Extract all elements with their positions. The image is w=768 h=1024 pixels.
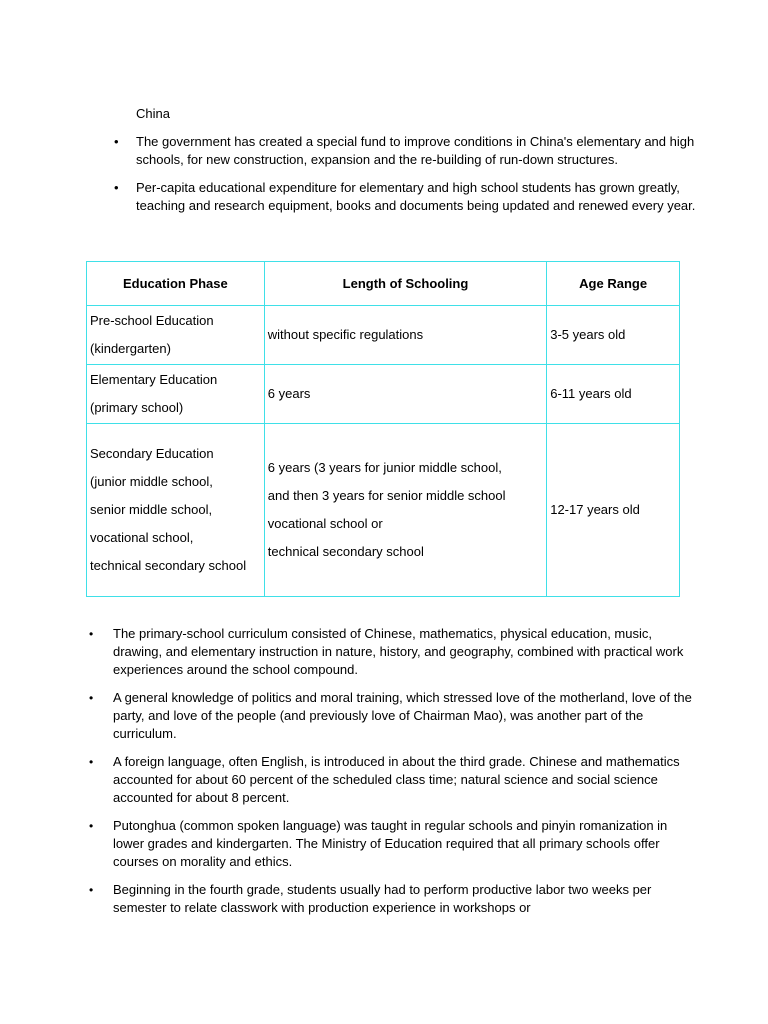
header-length-of-schooling: Length of Schooling	[264, 262, 546, 306]
phase-cell	[87, 306, 265, 365]
cell-line: technical secondary school	[90, 558, 247, 573]
bullet-text: A general knowledge of politics and moral training, which stressed love of the motherland, love of the party, and love of the people (and previously love of Chairman Mao), was another part of the curriculum.	[113, 690, 692, 741]
list-item	[89, 625, 693, 679]
education-table	[86, 261, 680, 597]
cell-line: and then 3 years for senior middle school	[267, 488, 506, 503]
bullet-icon: •	[89, 819, 94, 833]
list-item	[89, 817, 693, 871]
bullet-icon: •	[114, 180, 119, 195]
bullet-icon: •	[89, 883, 94, 897]
length-cell	[264, 306, 546, 365]
phase-cell	[87, 424, 265, 597]
bullet-text: A foreign language, often English, is introduced in about the third grade. Chinese and mathematics accounted for about 60 percent of the scheduled class time; natural science and social science accounted for about 8 percent.	[113, 754, 680, 805]
bullet-text: Beginning in the fourth grade, students usually had to perform productive labor two weeks per semester to relate classwork with production experience in workshops or	[113, 882, 652, 915]
bullet-icon: •	[89, 755, 94, 769]
list-item	[89, 689, 693, 743]
bullet-text: The primary-school curriculum consisted of Chinese, mathematics, physical education, music, drawing, and elementary instruction in nature, history, and geography, combined with practical work experiences around the school compound.	[113, 626, 684, 677]
phase-cell	[87, 365, 265, 424]
cell-line: (primary school)	[90, 400, 184, 415]
table-row	[87, 424, 680, 597]
length-cell	[264, 424, 546, 597]
cell-line: technical secondary school	[267, 544, 424, 559]
cell-line: 3-5 years old	[550, 327, 626, 342]
cell-line: 6 years (3 years for junior middle school,	[267, 460, 502, 475]
table-header-row	[87, 262, 680, 306]
bullet-text: The government has created a special fund to improve conditions in China's elementary and high schools, for new construction, expansion and the re-building of run-down structures.	[136, 134, 695, 167]
cell-line: (kindergarten)	[90, 341, 171, 356]
bullet-text: Putonghua (common spoken language) was taught in regular schools and pinyin romanization in lower grades and kindergarten. The Ministry of Education required that all primary schools offer courses on morality and ethics.	[113, 818, 668, 869]
list-item	[89, 753, 693, 807]
cell-line: vocational school,	[90, 530, 194, 545]
cell-line: 6 years	[267, 386, 311, 401]
continuation-text: China	[136, 106, 170, 121]
cell-line: (junior middle school,	[90, 474, 213, 489]
age-cell	[547, 365, 680, 424]
cell-line: Pre-school Education	[90, 313, 214, 328]
cell-line: Secondary Education	[90, 446, 214, 461]
header-education-phase: Education Phase	[87, 262, 265, 306]
bullet-text: Per-capita educational expenditure for elementary and high school students has grown greatly, teaching and research equipment, books and documents being updated and renewed every year.	[136, 180, 696, 213]
cell-line: without specific regulations	[267, 327, 424, 342]
list-item	[114, 179, 696, 215]
age-cell	[547, 424, 680, 597]
age-cell	[547, 306, 680, 365]
bullet-icon: •	[89, 691, 94, 705]
length-cell	[264, 365, 546, 424]
list-item	[89, 881, 693, 917]
cell-line: Elementary Education	[90, 372, 218, 387]
cell-line: senior middle school,	[90, 502, 213, 517]
table-row	[87, 365, 680, 424]
bullet-icon: •	[114, 134, 119, 149]
header-age-range: Age Range	[547, 262, 680, 306]
cell-line: 12-17 years old	[550, 502, 640, 517]
bottom-bullet-list	[89, 625, 693, 927]
list-item	[114, 133, 696, 169]
bullet-icon: •	[89, 627, 94, 641]
cell-line: 6-11 years old	[550, 386, 632, 401]
table-row	[87, 306, 680, 365]
top-bullet-list	[114, 133, 696, 225]
cell-line: vocational school or	[267, 516, 383, 531]
